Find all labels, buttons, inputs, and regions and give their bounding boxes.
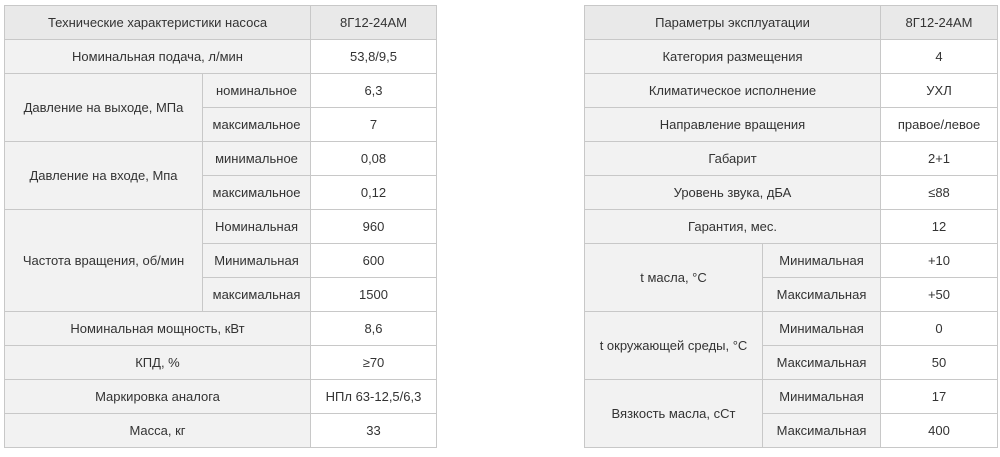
header-model: 8Г12-24АМ bbox=[311, 6, 437, 40]
row-value: 600 bbox=[311, 244, 437, 278]
row-value: 53,8/9,5 bbox=[311, 40, 437, 74]
row-label: Габарит bbox=[585, 142, 881, 176]
row-sublabel: Минимальная bbox=[203, 244, 311, 278]
row-label: t окружающей среды, °С bbox=[585, 312, 763, 380]
row-value: +10 bbox=[881, 244, 998, 278]
row-sublabel: Минимальная bbox=[763, 312, 881, 346]
row-value: правое/левое bbox=[881, 108, 998, 142]
row-value: 0 bbox=[881, 312, 998, 346]
table-row bbox=[5, 380, 437, 414]
row-value: 4 bbox=[881, 40, 998, 74]
table-row bbox=[585, 40, 998, 74]
row-sublabel: Номинальная bbox=[203, 210, 311, 244]
row-label: Масса, кг bbox=[5, 414, 311, 448]
row-value: 7 bbox=[311, 108, 437, 142]
row-label: КПД, % bbox=[5, 346, 311, 380]
row-value: 2+1 bbox=[881, 142, 998, 176]
row-value: 0,08 bbox=[311, 142, 437, 176]
row-label: Направление вращения bbox=[585, 108, 881, 142]
row-value: 6,3 bbox=[311, 74, 437, 108]
row-value: НПл 63-12,5/6,3 bbox=[311, 380, 437, 414]
row-label: Вязкость масла, сСт bbox=[585, 380, 763, 448]
row-value: 0,12 bbox=[311, 176, 437, 210]
table-row bbox=[585, 210, 998, 244]
table-row bbox=[585, 380, 998, 414]
row-label: Маркировка аналога bbox=[5, 380, 311, 414]
table-row bbox=[585, 176, 998, 210]
row-label: t масла, °С bbox=[585, 244, 763, 312]
row-sublabel: Минимальная bbox=[763, 380, 881, 414]
row-value: ≤88 bbox=[881, 176, 998, 210]
table-row bbox=[585, 244, 998, 278]
row-value: 1500 bbox=[311, 278, 437, 312]
row-sublabel: максимальное bbox=[203, 176, 311, 210]
table-row bbox=[5, 74, 437, 108]
row-sublabel: Максимальная bbox=[763, 278, 881, 312]
row-label: Категория размещения bbox=[585, 40, 881, 74]
row-sublabel: номинальное bbox=[203, 74, 311, 108]
row-value: +50 bbox=[881, 278, 998, 312]
row-value: 8,6 bbox=[311, 312, 437, 346]
row-label: Давление на выходе, МПа bbox=[5, 74, 203, 142]
row-value: 12 bbox=[881, 210, 998, 244]
pump-specs-table bbox=[4, 5, 437, 448]
table-row bbox=[5, 414, 437, 448]
table-row bbox=[5, 142, 437, 176]
row-label: Климатическое исполнение bbox=[585, 74, 881, 108]
row-value: 50 bbox=[881, 346, 998, 380]
header-title: Технические характеристики насоса bbox=[5, 6, 311, 40]
row-sublabel: Максимальная bbox=[763, 346, 881, 380]
table-header-row bbox=[585, 6, 998, 40]
row-sublabel: Максимальная bbox=[763, 414, 881, 448]
table-row bbox=[585, 74, 998, 108]
row-value: 400 bbox=[881, 414, 998, 448]
operation-params-table bbox=[584, 5, 998, 448]
table-row bbox=[5, 40, 437, 74]
table-row bbox=[5, 312, 437, 346]
row-value: УХЛ bbox=[881, 74, 998, 108]
table-row bbox=[5, 210, 437, 244]
row-label: Частота вращения, об/мин bbox=[5, 210, 203, 312]
row-value: 17 bbox=[881, 380, 998, 414]
row-value: 960 bbox=[311, 210, 437, 244]
row-value: ≥70 bbox=[311, 346, 437, 380]
table-row bbox=[585, 142, 998, 176]
header-title: Параметры эксплуатации bbox=[585, 6, 881, 40]
table-row bbox=[5, 346, 437, 380]
table-row bbox=[585, 312, 998, 346]
row-label: Гарантия, мес. bbox=[585, 210, 881, 244]
table-header-row bbox=[5, 6, 437, 40]
row-label: Давление на входе, Мпа bbox=[5, 142, 203, 210]
table-row bbox=[585, 108, 998, 142]
row-label: Номинальная подача, л/мин bbox=[5, 40, 311, 74]
row-sublabel: Минимальная bbox=[763, 244, 881, 278]
row-sublabel: минимальное bbox=[203, 142, 311, 176]
header-model: 8Г12-24АМ bbox=[881, 6, 998, 40]
row-sublabel: максимальная bbox=[203, 278, 311, 312]
row-sublabel: максимальное bbox=[203, 108, 311, 142]
row-label: Уровень звука, дБА bbox=[585, 176, 881, 210]
row-label: Номинальная мощность, кВт bbox=[5, 312, 311, 346]
row-value: 33 bbox=[311, 414, 437, 448]
